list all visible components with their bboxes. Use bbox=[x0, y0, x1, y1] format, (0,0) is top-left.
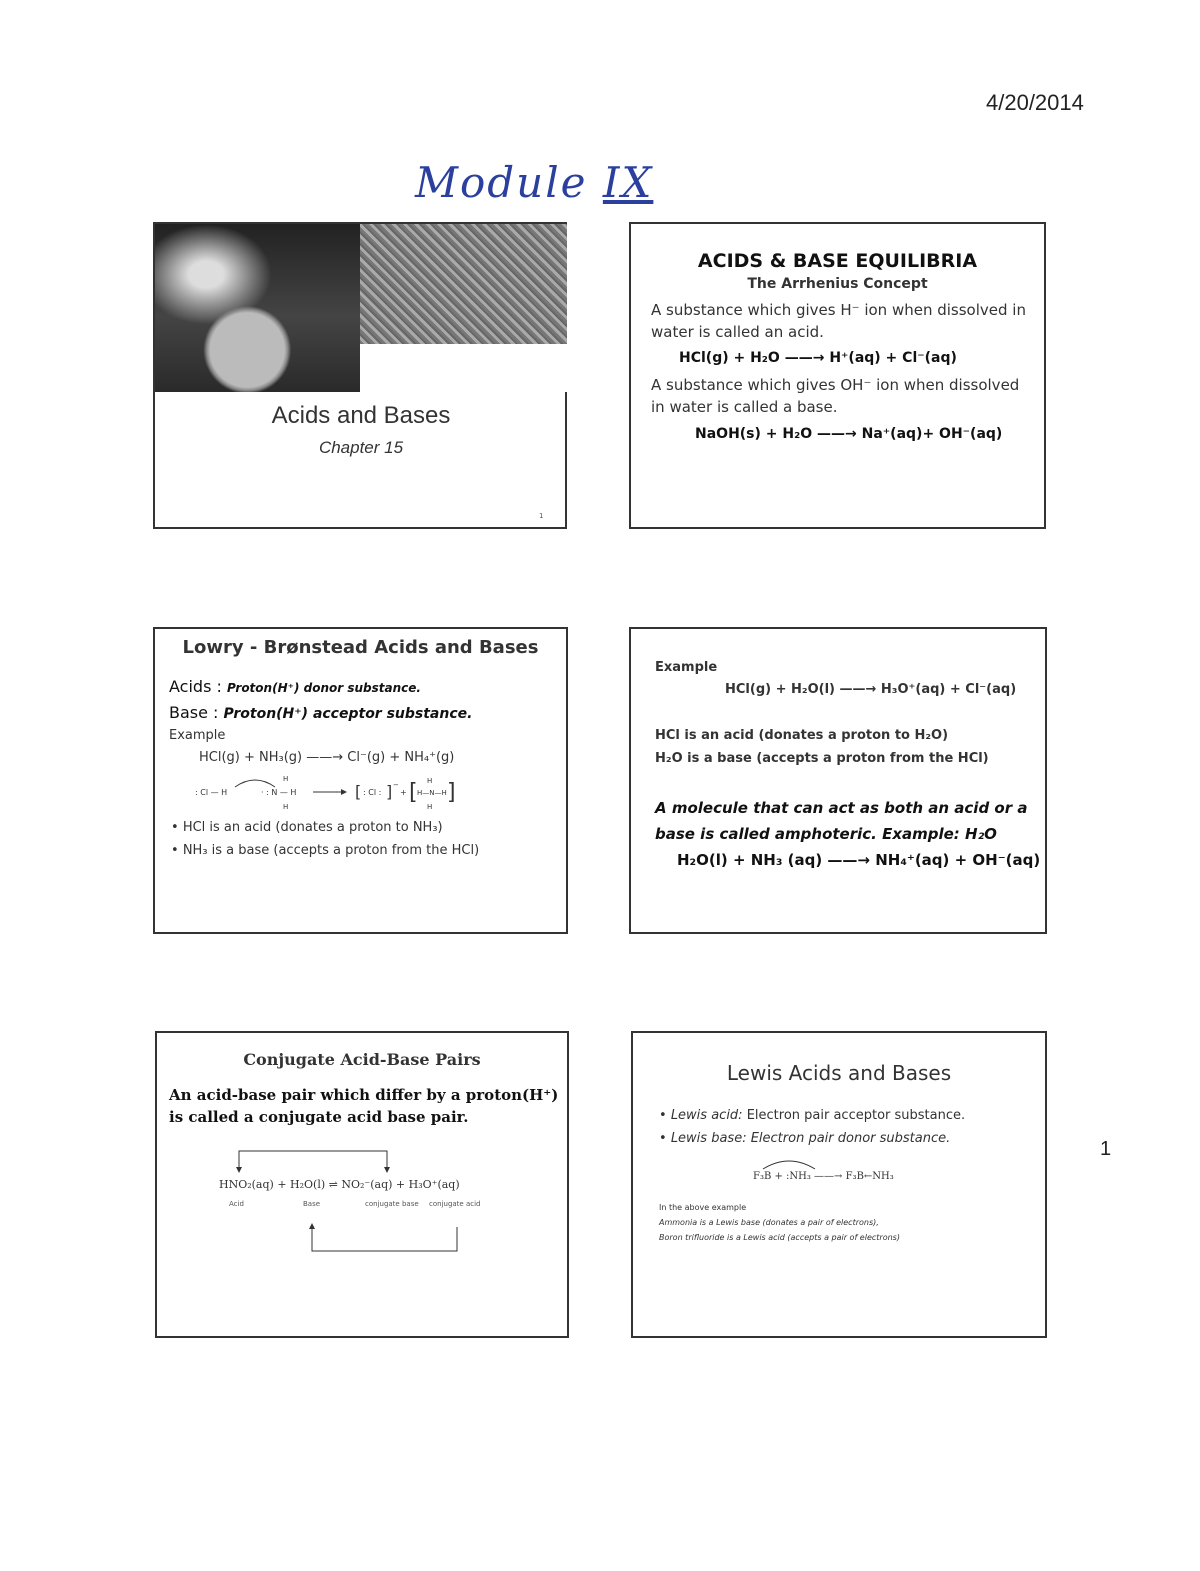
lewis-structure-diagram bbox=[195, 769, 465, 817]
conjugate-pair-brackets bbox=[217, 1139, 497, 1259]
slide-4-amphoteric-line-2: base is called amphoteric. Example: H₂O bbox=[655, 825, 997, 843]
slide-4 bbox=[629, 627, 1047, 934]
slide-3 bbox=[153, 627, 568, 934]
electron-pair-arrow bbox=[759, 1155, 819, 1171]
svg-text:: Cl — H: : Cl — H bbox=[195, 788, 228, 797]
slide-2-base-def-line2: in water is called a base. bbox=[651, 398, 838, 416]
svg-text:−: − bbox=[393, 781, 399, 789]
slide-5-equation: HNO₂(aq) + H₂O(l) ⇌ NO₂⁻(aq) + H₃O⁺(aq) bbox=[219, 1178, 460, 1191]
page-number: 1 bbox=[1100, 1138, 1112, 1160]
effervescent-tablet-photo bbox=[155, 224, 360, 392]
slide-2-acid-def-line2: water is called an acid. bbox=[651, 323, 824, 341]
slide-6-note-0: In the above example bbox=[659, 1203, 747, 1212]
photo-blank-area bbox=[360, 344, 567, 392]
svg-text:H: H bbox=[283, 803, 289, 811]
lewis-base-def: Electron pair donor substance. bbox=[746, 1131, 951, 1146]
slide-6-reaction: F₃B + :NH₃ ——→ F₃B←NH₃ bbox=[753, 1171, 894, 1182]
slide-5-definition-line-1: An acid-base pair which differ by a proton(H⁺) bbox=[169, 1086, 559, 1104]
slide-6-bullet-2: • Lewis base: Electron pair donor substance. bbox=[659, 1131, 951, 1146]
slide-5-definition-line-2: is called a conjugate acid base pair. bbox=[169, 1108, 469, 1126]
slide-4-equation-2: H₂O(l) + NH₃ (aq) ——→ NH₄⁺(aq) + OH⁻(aq) bbox=[677, 851, 1041, 869]
svg-text:: Cl :: : Cl : bbox=[363, 788, 382, 797]
base-label: Base : bbox=[169, 703, 219, 722]
slide-2-acid-def-line1: A substance which gives H⁻ ion when dissolved in bbox=[651, 301, 1026, 319]
svg-text:H: H bbox=[283, 775, 289, 783]
slide-2-title: ACIDS & BASE EQUILIBRIA bbox=[697, 250, 978, 272]
slide-2 bbox=[629, 222, 1046, 529]
slide-3-base-row bbox=[169, 703, 472, 722]
acids-definition: Proton(H⁺) donor substance. bbox=[226, 681, 421, 695]
svg-text:H: H bbox=[427, 803, 433, 811]
slide-3-acids-row bbox=[169, 677, 421, 696]
slide-3-title: Lowry - Brønstead Acids and Bases bbox=[182, 637, 539, 658]
bullet-1-text: HCl is an acid (donates a proton to NH₃) bbox=[182, 820, 443, 835]
slide-1 bbox=[153, 222, 567, 529]
slide-4-line-2: H₂O is a base (accepts a proton from the HCl) bbox=[655, 751, 989, 766]
slide-5 bbox=[155, 1031, 569, 1338]
slide-4-amphoteric-line-1: A molecule that can act as both an acid or a bbox=[655, 799, 1028, 817]
slide-5-title: Conjugate Acid-Base Pairs bbox=[243, 1050, 481, 1069]
slide-3-bullet-1: • HCl is an acid (donates a proton to NH₃) bbox=[171, 820, 443, 835]
slide-4-equation: HCl(g) + H₂O(l) ——→ H₃O⁺(aq) + Cl⁻(aq) bbox=[725, 682, 1017, 697]
slide-2-acid-equation: HCl(g) + H₂O ——→ H⁺(aq) + Cl⁻(aq) bbox=[679, 350, 957, 366]
label-base: Base bbox=[303, 1200, 321, 1208]
slide-4-line-1: HCl is an acid (donates a proton to H₂O) bbox=[655, 728, 949, 743]
label-conjugate-acid: conjugate acid bbox=[429, 1200, 481, 1208]
slide-2-base-def-line1: A substance which gives OH⁻ ion when dissolved bbox=[651, 376, 1020, 394]
slide-2-base-equation: NaOH(s) + H₂O ——→ Na⁺(aq)+ OH⁻(aq) bbox=[695, 426, 1003, 442]
svg-text:· : N — H: · : N — H bbox=[261, 788, 297, 797]
handwritten-module-title bbox=[415, 158, 653, 207]
slide-1-number: 1 bbox=[539, 512, 544, 520]
label-acid: Acid bbox=[229, 1200, 244, 1208]
label-conjugate-base: conjugate base bbox=[365, 1200, 419, 1208]
slide-1-title: Acids and Bases bbox=[271, 402, 451, 429]
slide-3-bullet-2: • NH₃ is a base (accepts a proton from the HCl) bbox=[171, 843, 480, 858]
slide-3-equation: HCl(g) + NH₃(g) ——→ Cl⁻(g) + NH₄⁺(g) bbox=[199, 750, 455, 765]
slide-6-title: Lewis Acids and Bases bbox=[726, 1061, 952, 1085]
handwritten-module-number: IX bbox=[602, 158, 654, 207]
base-definition: Proton(H⁺) acceptor substance. bbox=[223, 706, 473, 722]
bullet-2-text: NH₃ is a base (accepts a proton from the HCl) bbox=[182, 843, 480, 858]
slide-6-note-2: Boron trifluoride is a Lewis acid (accepts a pair of electrons) bbox=[659, 1233, 900, 1242]
svg-text:H—N—H: H—N—H bbox=[417, 789, 447, 797]
page-date: 4/20/2014 bbox=[986, 90, 1084, 115]
svg-text:]: ] bbox=[386, 782, 393, 801]
svg-text:H: H bbox=[427, 777, 433, 785]
slide-6-note-1: Ammonia is a Lewis base (donates a pair of electrons), bbox=[659, 1218, 879, 1227]
slide-2-subtitle: The Arrhenius Concept bbox=[747, 276, 928, 292]
lewis-base-term: Lewis base: bbox=[670, 1131, 747, 1146]
acids-label: Acids : bbox=[169, 677, 222, 696]
lewis-acid-def: Electron pair acceptor substance. bbox=[742, 1108, 966, 1123]
svg-text:+: + bbox=[400, 788, 407, 797]
slide-4-example-label: Example bbox=[655, 660, 718, 675]
slide-3-example-label: Example bbox=[169, 728, 226, 743]
slide-6-bullet-1: • Lewis acid: Electron pair acceptor substance. bbox=[659, 1108, 966, 1123]
handwritten-module-word: Module bbox=[415, 158, 588, 207]
svg-text:[: [ bbox=[355, 782, 362, 801]
svg-text:[: [ bbox=[409, 780, 418, 805]
slide-1-subtitle: Chapter 15 bbox=[318, 438, 404, 457]
lewis-acid-term: Lewis acid: bbox=[670, 1108, 743, 1123]
svg-text:]: ] bbox=[447, 780, 456, 805]
bubbles-texture-photo bbox=[360, 224, 567, 344]
slide-6 bbox=[631, 1031, 1047, 1338]
